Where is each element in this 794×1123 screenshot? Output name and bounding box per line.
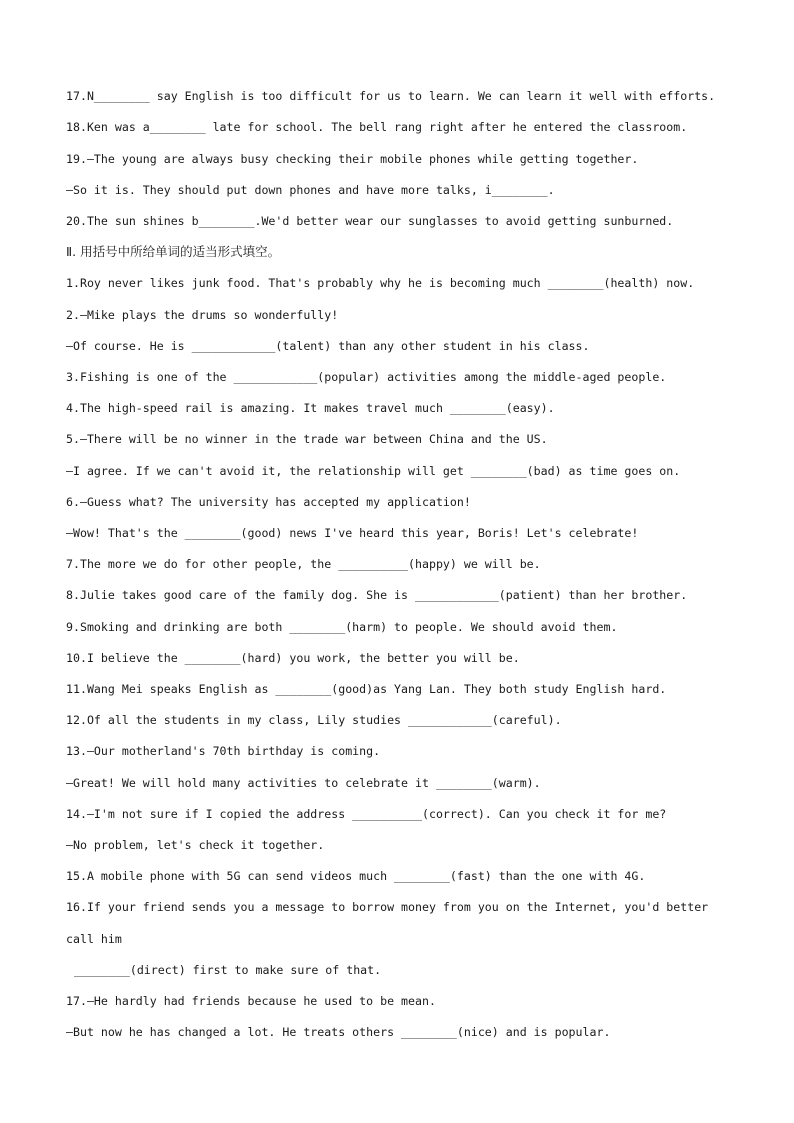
question-20-spelling: 20.The sun shines b________.We'd better wear our sunglasses to avoid getting sunburned. <box>66 214 674 228</box>
exercise-14-line-1: 14.—I'm not sure if I copied the address __________(correct). Can you check it for me? <box>66 807 667 821</box>
exercise-13-line-1: 13.—Our motherland's 70th birthday is coming. <box>66 744 381 758</box>
exercise-2-line-2: —Of course. He is ____________(talent) than any other student in his class. <box>66 339 590 353</box>
exercise-6-line-1: 6.—Guess what? The university has accepted my application! <box>66 495 471 509</box>
question-18-spelling: 18.Ken was a________ late for school. The bell rang right after he entered the classroom. <box>66 120 688 134</box>
exercise-5-line-2: —I agree. If we can't avoid it, the relationship will get ________(bad) as time goes on. <box>66 464 681 478</box>
exercise-11: 11.Wang Mei speaks English as ________(good)as Yang Lan. They both study English hard. <box>66 682 667 696</box>
exercise-1: 1.Roy never likes junk food. That's probably why he is becoming much ________(health) now. <box>66 276 695 290</box>
question-19-dialogue-line-2: —So it is. They should put down phones and have more talks, i________. <box>66 183 555 197</box>
exercise-2-line-1: 2.—Mike plays the drums so wonderfully! <box>66 308 339 322</box>
exercise-5-line-1: 5.—There will be no winner in the trade war between China and the US. <box>66 432 548 446</box>
exercise-7: 7.The more we do for other people, the __________(happy) we will be. <box>66 557 541 571</box>
exercise-12: 12.Of all the students in my class, Lily studies ____________(careful). <box>66 713 562 727</box>
question-17-spelling: 17.N________ say English is too difficult for us to learn. We can learn it well with efforts. <box>66 89 716 103</box>
exercise-13-line-2: —Great! We will hold many activities to celebrate it ________(warm). <box>66 776 541 790</box>
exercise-9: 9.Smoking and drinking are both ________(harm) to people. We should avoid them. <box>66 620 618 634</box>
question-19-dialogue-line-1: 19.—The young are always busy checking their mobile phones while getting together. <box>66 152 639 166</box>
exercise-14-line-2: —No problem, let's check it together. <box>66 838 325 852</box>
exercise-16-line-2: call him <box>66 932 122 946</box>
exercise-6-line-2: —Wow! That's the ________(good) news I've heard this year, Boris! Let's celebrate! <box>66 526 639 540</box>
exercise-16-line-1: 16.If your friend sends you a message to borrow money from you on the Internet, you'd better <box>66 900 709 914</box>
exercise-8: 8.Julie takes good care of the family dog. She is ____________(patient) than her brother. <box>66 588 688 602</box>
exercise-17-line-2: —But now he has changed a lot. He treats others ________(nice) and is popular. <box>66 1025 611 1039</box>
exercise-4: 4.The high-speed rail is amazing. It makes travel much ________(easy). <box>66 401 555 415</box>
section-two-heading: Ⅱ. 用括号中所给单词的适当形式填空。 <box>66 244 281 259</box>
exercise-10: 10.I believe the ________(hard) you work, the better you will be. <box>66 651 520 665</box>
exercise-15: 15.A mobile phone with 5G can send videos much ________(fast) than the one with 4G. <box>66 869 646 883</box>
exercise-16-line-3: ________(direct) first to make sure of that. <box>74 963 382 977</box>
exercise-3: 3.Fishing is one of the ____________(popular) activities among the middle-aged people. <box>66 370 667 384</box>
exercise-17-line-1: 17.—He hardly had friends because he used to be mean. <box>66 994 436 1008</box>
